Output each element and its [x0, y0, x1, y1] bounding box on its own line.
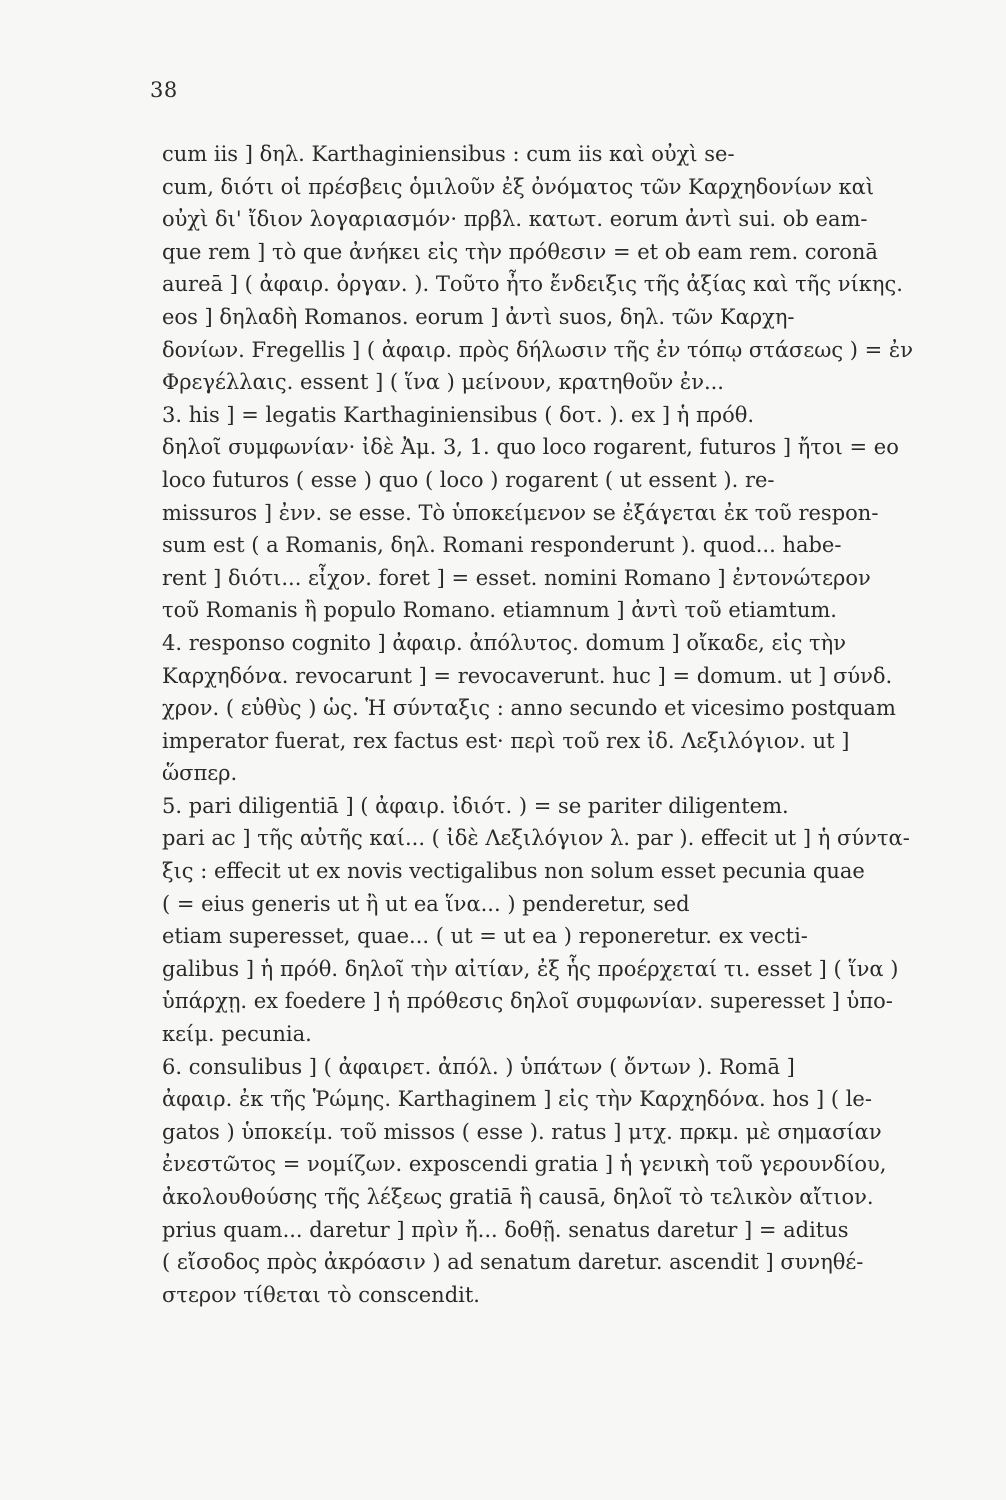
- text-line: sum est ( a Romanis, δηλ. Romani responderunt ). quod... habe-: [162, 533, 842, 558]
- text-line: etiam superesset, quae... ( ut = ut ea ) reponeretur. ex vecti-: [162, 924, 808, 949]
- page-number: 38: [150, 78, 178, 102]
- text-line: ὑπάρχῃ. ex foedere ] ἡ πρόθεσις δηλοῖ συμφωνίαν. superesset ] ὑπο-: [162, 989, 893, 1014]
- text-line: ἀφαιρ. ἐκ τῆς Ῥώμης. Karthaginem ] εἰς τὴν Καρχηδόνα. hos ] ( le-: [162, 1087, 872, 1112]
- text-line: prius quam... daretur ] πρὶν ἤ... δοθῇ. senatus daretur ] = aditus: [162, 1217, 849, 1242]
- text-line: τοῦ Romanis ἢ populo Romano. etiamnum ] ἀντὶ τοῦ etiamtum.: [162, 598, 837, 623]
- commentary-text: [162, 138, 978, 1311]
- text-line: ἐνεστῶτος = νομίζων. exposcendi gratia ] ἡ γενικὴ τοῦ γερουνδίου,: [162, 1152, 887, 1177]
- text-line: ἀκολουθούσης τῆς λέξεως gratiā ἢ causā, δηλοῖ τὸ τελικὸν αἴτιον.: [162, 1185, 874, 1209]
- text-line: 5. pari diligentiā ] ( ἀφαιρ. ἰδιότ. ) = se pariter diligentem.: [162, 793, 789, 818]
- text-line: ( = eius generis ut ἢ ut ea ἵνα... ) penderetur, sed: [162, 891, 690, 916]
- text-line: χρον. ( εὐθὺς ) ὡς. Ἡ σύνταξις : anno secundo et vicesimo postquam: [162, 696, 896, 721]
- text-line: rent ] διότι... εἶχον. foret ] = esset. nomini Romano ] ἐντονώτερον: [162, 565, 871, 590]
- text-line: 6. consulibus ] ( ἀφαιρετ. ἀπόλ. ) ὑπάτων ( ὄντων ). Romā ]: [162, 1054, 795, 1079]
- text-line: eos ] δηλαδὴ Romanos. eorum ] ἀντὶ suos, δηλ. τῶν Καρχη-: [162, 304, 795, 329]
- text-line: ξις : effecit ut ex novis vectigalibus non solum esset pecunia quae: [162, 859, 865, 884]
- text-line: que rem ] τὸ que ἀνήκει εἰς τὴν πρόθεσιν = et ob eam rem. coronā: [162, 239, 878, 264]
- text-line: δηλοῖ συμφωνίαν· ἰδὲ Ἀμ. 3, 1. quo loco rogarent, futuros ] ἤτοι = eo: [162, 435, 899, 460]
- text-line: pari ac ] τῆς αὐτῆς καί... ( ἰδὲ Λεξιλόγιον λ. par ). effecit ut ] ἡ σύντα-: [162, 826, 910, 851]
- text-line: imperator fuerat, rex factus est· περὶ τοῦ rex ἰδ. Λεξιλόγιον. ut ]: [162, 728, 850, 753]
- text-line: Καρχηδόνα. revocarunt ] = revocaverunt. huc ] = domum. ut ] σύνδ.: [162, 663, 893, 688]
- text-line: οὐχὶ δι' ἴδιον λογαριασμόν· πρβλ. κατωτ. eorum ἀντὶ sui. ob eam-: [162, 207, 868, 232]
- text-line: missuros ] ἐνν. se esse. Τὸ ὑποκείμενον se ἐξάγεται ἐκ τοῦ respon-: [162, 500, 879, 525]
- text-line: 4. responso cognito ] ἀφαιρ. ἀπόλυτος. domum ] οἴκαδε, εἰς τὴν: [162, 630, 846, 655]
- text-line: cum, διότι οἱ πρέσβεις ὁμιλοῦν ἐξ ὀνόματος τῶν Καρχηδονίων καὶ: [162, 174, 875, 199]
- text-line: galibus ] ἡ πρόθ. δηλοῖ τὴν αἰτίαν, ἐξ ἧς προέρχεταί τι. esset ] ( ἵνα ): [162, 956, 899, 981]
- text-line: δονίων. Fregellis ] ( ἀφαιρ. πρὸς δήλωσιν τῆς ἐν τόπῳ στάσεως ) = ἐν: [162, 337, 913, 362]
- text-line: στερον τίθεται τὸ conscendit.: [162, 1282, 480, 1307]
- text-line: ὥσπερ.: [162, 761, 238, 786]
- text-line: aureā ] ( ἀφαιρ. ὀργαν. ). Τοῦτο ἦτο ἔνδειξις τῆς ἀξίας καὶ τῆς νίκης.: [162, 272, 903, 297]
- text-line: 3. his ] = legatis Karthaginiensibus ( δοτ. ). ex ] ἡ πρόθ.: [162, 402, 755, 427]
- text-line: gatos ) ὑποκείμ. τοῦ missos ( esse ). ratus ] μτχ. πρκμ. μὲ σημασίαν: [162, 1119, 882, 1144]
- text-line: ( εἴσοδος πρὸς ἀκρόασιν ) ad senatum daretur. ascendit ] συνηθέ-: [162, 1250, 864, 1275]
- text-line: Φρεγέλλαις. essent ] ( ἵνα ) μείνουν, κρατηθοῦν ἐν...: [162, 370, 724, 395]
- text-line: loco futuros ( esse ) quo ( loco ) rogarent ( ut essent ). re-: [162, 467, 775, 492]
- text-line: κείμ. pecunia.: [162, 1022, 312, 1047]
- text-line: cum iis ] δηλ. Karthaginiensibus : cum iis καὶ οὐχὶ se-: [162, 142, 735, 166]
